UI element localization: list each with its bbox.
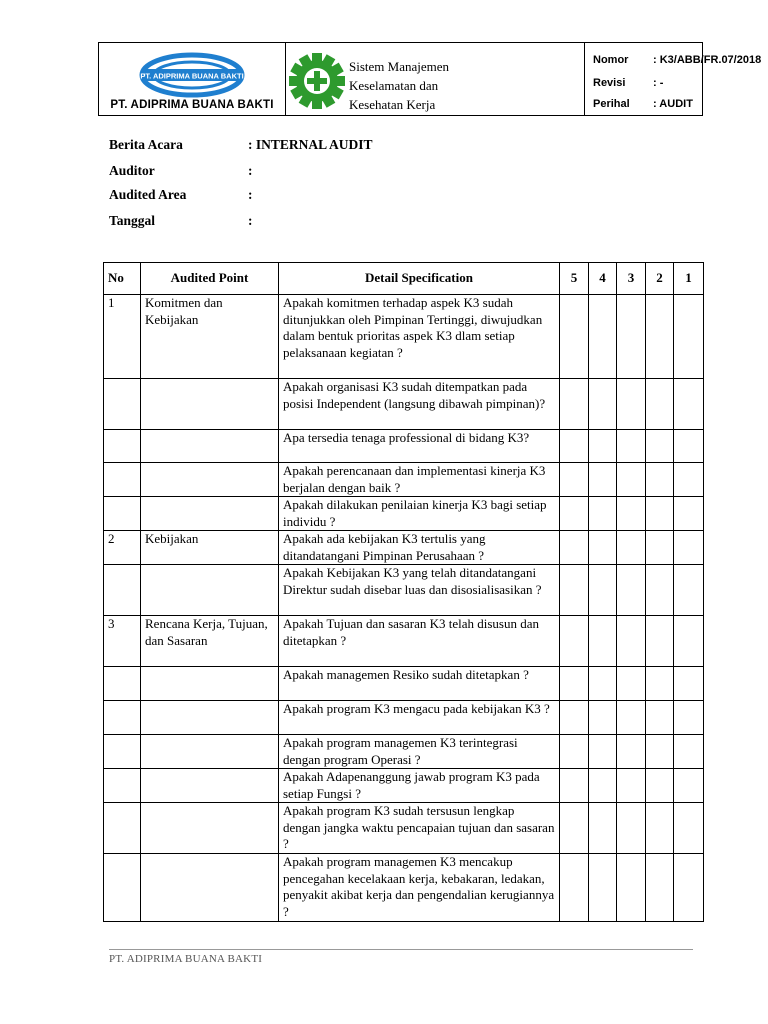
info-label: Auditor [109,163,155,178]
cell-no: 3 [104,616,141,667]
cell-detail: Apakah dilakukan penilaian kinerja K3 bagi setiap individu ? [279,497,560,531]
info-label: Berita Acara [109,137,183,152]
info-label: Audited Area [109,187,187,202]
score-cell-1[interactable] [674,379,704,430]
info-value: : [248,187,253,202]
footer-divider [109,949,693,950]
info-value: : INTERNAL AUDIT [248,137,373,152]
score-cell-1[interactable] [674,667,704,701]
score-cell-1[interactable] [674,531,704,565]
score-cell-1[interactable] [674,735,704,769]
score-cell-3[interactable] [617,701,646,735]
cell-detail: Apakah program managemen K3 mencakup pencegahan kecelakaan kerja, kebakaran, ledakan, penyakit akibat kerja dan pengendalian kerugiannya ? [279,854,560,922]
score-cell-4[interactable] [589,531,617,565]
score-cell-4[interactable] [589,667,617,701]
score-cell-5[interactable] [560,295,589,379]
score-cell-3[interactable] [617,379,646,430]
info-value: : [248,213,253,228]
score-cell-3[interactable] [617,565,646,616]
system-title-line: Sistem Manajemen [349,59,450,74]
cell-no [104,803,141,854]
cell-no [104,667,141,701]
score-cell-2[interactable] [646,735,674,769]
table-row [104,667,704,701]
logo-text: PT. ADIPRIMA BUANA BAKTI [140,71,244,81]
cell-audited-point [141,854,279,922]
cell-audited-point [141,667,279,701]
cell-detail: Apakah program K3 mengacu pada kebijakan K3 ? [279,701,560,735]
system-title [349,57,449,114]
score-cell-4[interactable] [589,295,617,379]
cell-audited-point [141,430,279,463]
table-row [104,701,704,735]
table-row [104,463,704,497]
score-cell-2[interactable] [646,497,674,531]
score-cell-5[interactable] [560,701,589,735]
cell-no [104,463,141,497]
cell-no [104,379,141,430]
system-cell [285,43,585,115]
score-cell-5[interactable] [560,803,589,854]
score-cell-1[interactable] [674,463,704,497]
cell-detail: Apakah Tujuan dan sasaran K3 telah disusun dan ditetapkan ? [279,616,560,667]
score-cell-2[interactable] [646,701,674,735]
score-cell-3[interactable] [617,667,646,701]
score-cell-2[interactable] [646,769,674,803]
col-header-score-5: 5 [560,263,589,295]
score-cell-1[interactable] [674,616,704,667]
meta-value: : K3/ABB/FR.07/2018 [653,54,762,66]
score-cell-4[interactable] [589,497,617,531]
col-header-score-3: 3 [617,263,646,295]
cell-audited-point [141,565,279,616]
cell-detail: Apakah program managemen K3 terintegrasi dengan program Operasi ? [279,735,560,769]
table-row [104,769,704,803]
score-cell-4[interactable] [589,769,617,803]
score-cell-4[interactable] [589,430,617,463]
info-value: : [248,163,253,178]
score-cell-3[interactable] [617,531,646,565]
cell-detail: Apa tersedia tenaga professional di bidang K3? [279,430,560,463]
table-header-row [104,263,704,295]
cell-no: 2 [104,531,141,565]
score-cell-3[interactable] [617,735,646,769]
score-cell-1[interactable] [674,769,704,803]
cell-detail: Apakah organisasi K3 sudah ditempatkan pada posisi Independent (langsung dibawah pimpinan)? [279,379,560,430]
col-header-no: No [104,263,141,295]
score-cell-3[interactable] [617,497,646,531]
meta-label: Perihal [593,98,630,110]
score-cell-1[interactable] [674,701,704,735]
score-cell-2[interactable] [646,565,674,616]
cell-audited-point [141,735,279,769]
col-header-audited-point: Audited Point [141,263,279,295]
score-cell-2[interactable] [646,667,674,701]
score-cell-3[interactable] [617,854,646,922]
table-row [104,565,704,616]
cell-audited-point: Rencana Kerja, Tujuan, dan Sasaran [141,616,279,667]
meta-value: : AUDIT [653,98,693,110]
score-cell-1[interactable] [674,295,704,379]
audit-table [103,262,704,922]
cell-detail: Apakah program K3 sudah tersusun lengkap dengan jangka waktu pencapaian tujuan dan sasaran ? [279,803,560,854]
company-logo [139,52,245,98]
cell-audited-point [141,701,279,735]
cell-audited-point: Kebijakan [141,531,279,565]
system-title-line: Kesehatan Kerja [349,97,436,112]
cell-audited-point [141,497,279,531]
score-cell-1[interactable] [674,430,704,463]
cell-no: 1 [104,295,141,379]
meta-label: Revisi [593,77,626,89]
score-cell-1[interactable] [674,803,704,854]
table-row [104,531,704,565]
table-row [104,295,704,379]
cell-no [104,769,141,803]
table-row [104,854,704,922]
table-row [104,430,704,463]
score-cell-5[interactable] [560,565,589,616]
score-cell-4[interactable] [589,803,617,854]
score-cell-2[interactable] [646,463,674,497]
score-cell-5[interactable] [560,531,589,565]
score-cell-4[interactable] [589,565,617,616]
col-header-score-2: 2 [646,263,674,295]
score-cell-5[interactable] [560,854,589,922]
table-row [104,616,704,667]
score-cell-4[interactable] [589,463,617,497]
cell-detail: Apakah Kebijakan K3 yang telah ditandatangani Direktur sudah disebar luas dan disosialisasikan ? [279,565,560,616]
score-cell-5[interactable] [560,379,589,430]
score-cell-5[interactable] [560,430,589,463]
cell-no [104,497,141,531]
k3-gear-icon [288,52,346,110]
score-cell-2[interactable] [646,379,674,430]
system-title-line: Keselamatan dan [349,78,439,93]
col-header-score-4: 4 [589,263,617,295]
meta-value: : - [653,77,664,89]
company-cell [99,43,286,115]
score-cell-4[interactable] [589,379,617,430]
score-cell-4[interactable] [589,701,617,735]
score-cell-3[interactable] [617,463,646,497]
cell-audited-point [141,463,279,497]
cell-audited-point [141,769,279,803]
score-cell-2[interactable] [646,295,674,379]
score-cell-1[interactable] [674,565,704,616]
score-cell-3[interactable] [617,616,646,667]
cell-detail: Apakah Adapenanggung jawab program K3 pada setiap Fungsi ? [279,769,560,803]
col-header-score-1: 1 [674,263,704,295]
score-cell-3[interactable] [617,803,646,854]
table-row [104,379,704,430]
document-header [98,42,762,116]
score-cell-4[interactable] [589,854,617,922]
cell-audited-point: Komitmen dan Kebijakan [141,295,279,379]
score-cell-2[interactable] [646,854,674,922]
score-cell-5[interactable] [560,616,589,667]
score-cell-5[interactable] [560,667,589,701]
cell-detail: Apakah perencanaan dan implementasi kinerja K3 berjalan dengan baik ? [279,463,560,497]
score-cell-4[interactable] [589,616,617,667]
cell-detail: Apakah ada kebijakan K3 tertulis yang ditandatangani Pimpinan Perusahaan ? [279,531,560,565]
score-cell-2[interactable] [646,531,674,565]
score-cell-5[interactable] [560,463,589,497]
score-cell-5[interactable] [560,769,589,803]
score-cell-5[interactable] [560,497,589,531]
info-label: Tanggal [109,213,156,228]
score-cell-2[interactable] [646,616,674,667]
cell-detail: Apakah managemen Resiko sudah ditetapkan ? [279,667,560,701]
table-row [104,803,704,854]
cell-no [104,701,141,735]
score-cell-5[interactable] [560,735,589,769]
document-meta-cell [585,43,762,115]
table-row [104,735,704,769]
footer-company: PT. ADIPRIMA BUANA BAKTI [109,953,263,965]
score-cell-3[interactable] [617,769,646,803]
cell-no [104,854,141,922]
col-header-detail: Detail Specification [279,263,560,295]
score-cell-2[interactable] [646,803,674,854]
cell-no [104,735,141,769]
company-name: PT. ADIPRIMA BUANA BAKTI [110,99,274,111]
score-cell-1[interactable] [674,497,704,531]
table-row [104,497,704,531]
score-cell-2[interactable] [646,430,674,463]
cell-no [104,430,141,463]
score-cell-4[interactable] [589,735,617,769]
score-cell-1[interactable] [674,854,704,922]
cell-audited-point [141,803,279,854]
cell-audited-point [141,379,279,430]
score-cell-3[interactable] [617,430,646,463]
score-cell-3[interactable] [617,295,646,379]
meta-label: Nomor [593,54,629,66]
cell-no [104,565,141,616]
cell-detail: Apakah komitmen terhadap aspek K3 sudah ditunjukkan oleh Pimpinan Tertinggi, diwujudkan dalam bentuk prioritas aspek K3 dlam setiap pelaksanaan kegiatan ? [279,295,560,379]
